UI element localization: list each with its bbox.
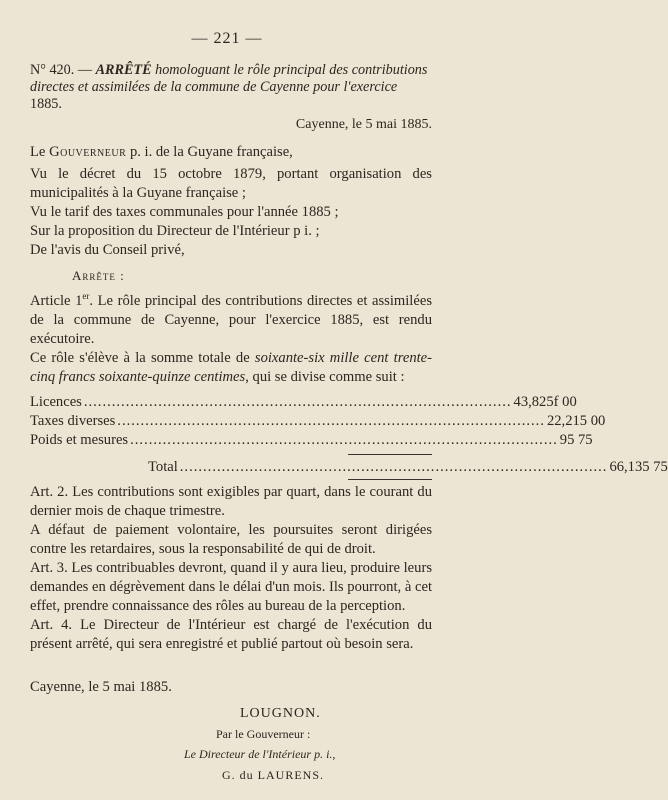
table-row [30, 412, 606, 431]
total-rule [348, 454, 432, 455]
item-label: Taxes diverses [30, 412, 116, 429]
ce-role-start: Ce rôle s'élève à la somme totale de [30, 349, 250, 366]
amount-words: soixante-six mille cent trente-cinq francs soixante-quinze centimes [30, 349, 433, 385]
ce-role-end: , qui se divise comme suit : [245, 368, 405, 385]
governor-rest: p. i. de la Guyane française, [129, 144, 293, 160]
item-value: 22,215 00 [546, 412, 606, 429]
signature-name: LOUGNON. [240, 706, 321, 721]
avis-conseil: De l'avis du Conseil privé, [30, 242, 185, 258]
decree-arrete-word: ARRÊTÉ [95, 62, 152, 78]
article-1-sup: er [82, 291, 90, 301]
defaut-paiement: A défaut de paiement volontaire, les poursuites seront dirigées contre les retardaires, sous la responsabilité de qui de droit. [30, 521, 432, 557]
sur-proposition: Sur la proposition du Directeur de l'Intérieur p i. ; [30, 223, 320, 239]
directeur-title: Le Directeur de l'Intérieur p. i., [184, 747, 336, 761]
total-rule-bottom [348, 479, 432, 480]
decree-title [30, 62, 432, 113]
par-le-gouverneur: Par le Gouverneur : [216, 727, 311, 741]
decree-body [30, 143, 668, 654]
total-label: Total [148, 458, 178, 475]
directeur-name: G. du LAURENS. [222, 768, 325, 782]
article-1-start: Article 1 [30, 292, 83, 309]
article-3: Art. 3. Les contribuables devront, quand il y aura lieu, produire leurs demandes en dégrèvement dans le délai d'un mois. Ils pourront, à cet effet, prendre connaissance des rôles au bureau de la perception. [30, 559, 432, 614]
vu-tarif: Vu le tarif des taxes communales pour l'année 1885 ; [30, 204, 339, 220]
item-label: Poids et mesures [30, 431, 129, 448]
governor-le: Le [30, 144, 46, 160]
article-1 [30, 287, 432, 349]
decree-number: N° 420. — [30, 62, 93, 78]
total-row [30, 458, 668, 477]
leader-dots: ............................................................................................ [130, 431, 558, 448]
governor-word: Gouverneur [49, 144, 127, 160]
closing-city: Cayenne, le 5 mai 1885. [30, 679, 172, 695]
ce-role [30, 349, 432, 387]
arrete-heading: Arrête : [72, 268, 125, 283]
vu-decret: Vu le décret du 15 octobre 1879, portant organisation des municipalités à la Guyane française ; [30, 166, 432, 201]
leader-dots: ............................................................................................ [117, 412, 545, 429]
leader-dots: ............................................................................................ [179, 458, 608, 475]
item-value: 95 75 [559, 431, 593, 448]
page-number: — 221 — [191, 30, 263, 47]
dateline: Cayenne, le 5 mai 1885. [295, 117, 432, 132]
item-value: 43,825f 00 [513, 393, 577, 410]
table-row [30, 393, 577, 412]
table-row [30, 431, 593, 450]
decree-title-text: homologuant le rôle principal des contributions directes et assimilées de la commune de Cayenne pour l'exercice [30, 62, 428, 95]
amounts-table [30, 393, 668, 480]
item-label: Licences [30, 393, 82, 410]
total-value: 66,135 75 [609, 458, 668, 475]
article-4: Art. 4. Le Directeur de l'Intérieur est chargé de l'exécution du présent arrêté, qui sera enregistré et publié partout où besoin sera. [30, 616, 432, 652]
leader-dots: ............................................................................................ [83, 393, 512, 410]
article-2: Art. 2. Les contributions sont exigibles par quart, dans le courant du dernier mois de chaque trimestre. [30, 483, 432, 519]
article-1-text: . Le rôle principal des contributions directes et assimilées de la commune de Cayenne, pour l'exercice 1885, est rendu exécutoire. [30, 292, 433, 347]
decree-year: 1885. [30, 96, 62, 112]
governor-line [30, 143, 432, 162]
